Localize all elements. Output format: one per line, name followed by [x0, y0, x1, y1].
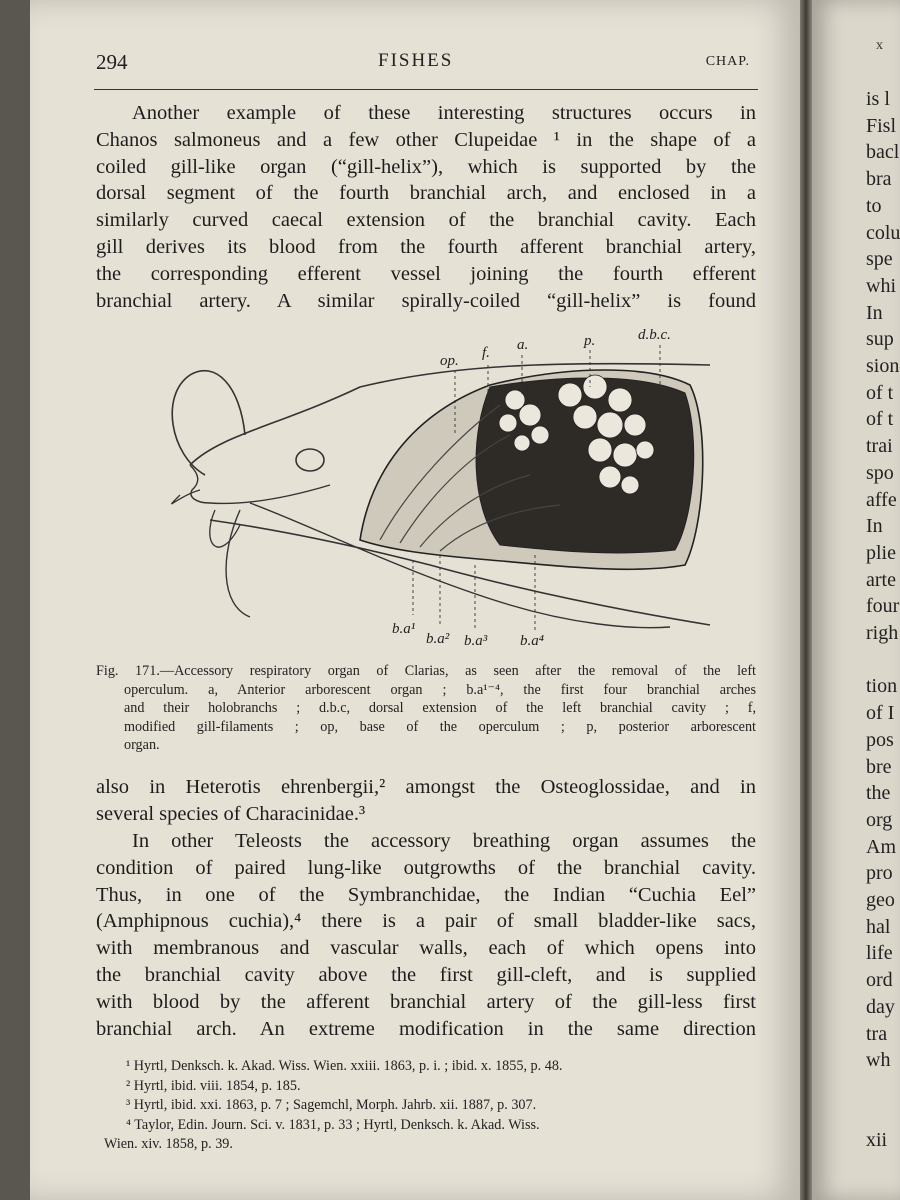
text-line: coiled gill-like organ (“gill-helix”), which is supported by the	[96, 155, 756, 178]
facing-page-line: is l	[866, 88, 890, 110]
facing-page-line: sion	[866, 355, 900, 377]
facing-page-line: arte	[866, 568, 896, 591]
facing-page-line: Fisl	[866, 114, 897, 137]
figure-171-illustration	[130, 325, 720, 665]
text-line: several species of Characinidae.³	[96, 802, 366, 825]
facing-page-line: tion	[866, 675, 898, 698]
running-title: FISHES	[378, 50, 454, 71]
text-line: the branchial cavity above the first gill-cleft, and is supplied	[96, 963, 756, 986]
caption-line: and their holobranchs ; d.b.c, dorsal extension of the left branchial cavity ; f,	[124, 700, 756, 717]
facing-page-line: In	[866, 301, 883, 324]
label-ba1: b.a¹	[392, 621, 416, 637]
header-rule	[94, 89, 758, 90]
facing-page-header: x	[876, 38, 883, 53]
facing-page-line: In	[866, 515, 883, 538]
facing-page-line: bacl	[866, 141, 900, 164]
facing-page-line: bra	[866, 168, 892, 191]
facing-page-line: Am	[866, 835, 896, 858]
label-ba2: b.a²	[426, 631, 450, 647]
text-line: the corresponding efferent vessel joining the fourth efferent	[96, 262, 756, 285]
facing-page-line: the	[866, 782, 891, 805]
label-ba4: b.a⁴	[520, 633, 544, 649]
facing-page-line: tra	[866, 1022, 888, 1045]
facing-page-line: hal	[866, 915, 891, 938]
facing-page-line: plie	[866, 541, 896, 564]
facing-page-line: geo	[866, 889, 895, 911]
label-op: op.	[440, 353, 459, 369]
page-number: 294	[96, 50, 128, 74]
text-line: Another example of these interesting structures occurs in	[132, 102, 756, 124]
paragraph-3	[96, 828, 756, 1042]
text-line: condition of paired lung-like outgrowths of the branchial cavity.	[96, 856, 756, 879]
caption-line: modified gill-filaments ; op, base of the operculum ; p, posterior arborescent	[124, 718, 756, 735]
text-line: In other Teleosts the accessory breathing organ assumes the	[132, 830, 756, 852]
facing-page-line: xii	[866, 1129, 888, 1152]
footnote: ⁴ Taylor, Edin. Journ. Sci. v. 1831, p. 33 ; Hyrtl, Denksch. k. Akad. Wiss.	[126, 1116, 540, 1133]
text-line: with membranous and vascular walls, each of which opens into	[96, 937, 756, 960]
facing-page-line: trai	[866, 435, 893, 458]
text-line: (Amphipnous cuchia),⁴ there is a pair of small bladder-like sacs,	[96, 910, 756, 933]
facing-page-line: righ	[866, 622, 899, 644]
text-line: similarly curved caecal extension of the branchial cavity. Each	[96, 209, 756, 232]
facing-page-line: colu	[866, 221, 900, 244]
facing-page-line: affe	[866, 488, 897, 511]
label-dbc: d.b.c.	[638, 327, 671, 343]
facing-page-line: of t	[866, 408, 894, 431]
facing-page-line: bre	[866, 755, 892, 778]
footnote: ¹ Hyrtl, Denksch. k. Akad. Wiss. Wien. xxiii. 1863, p. i. ; ibid. x. 1855, p. 48.	[126, 1058, 563, 1074]
book-gutter	[800, 0, 812, 1200]
facing-page-line: sup	[866, 328, 894, 351]
facing-page-line: day	[866, 995, 895, 1018]
facing-page-line: pro	[866, 862, 893, 885]
facing-page-line: of I	[866, 702, 895, 725]
paragraph-2	[96, 774, 756, 828]
figure-caption	[96, 662, 756, 755]
facing-page-line: whi	[866, 274, 896, 297]
label-f: f.	[482, 345, 490, 361]
footnote-continuation: Wien. xiv. 1858, p. 39.	[104, 1136, 233, 1153]
book-page	[30, 0, 800, 1200]
facing-page-line: of t	[866, 381, 894, 404]
caption-line: operculum. a, Anterior arborescent organ ; b.a¹⁻⁴, the first four branchial arches	[124, 681, 756, 698]
footnote: ² Hyrtl, ibid. viii. 1854, p. 185.	[126, 1077, 301, 1094]
text-line: Thus, in one of the Symbranchidae, the Indian “Cuchia Eel”	[96, 883, 756, 906]
facing-page-line: spo	[866, 461, 894, 484]
text-line: gill derives its blood from the fourth afferent branchial artery,	[96, 235, 756, 258]
text-line: with blood by the afferent branchial artery of the gill-less first	[96, 990, 756, 1013]
facing-page-line: four	[866, 595, 900, 618]
facing-page-line: pos	[866, 728, 894, 751]
caption-line: organ.	[124, 737, 160, 754]
footnote: ³ Hyrtl, ibid. xxi. 1863, p. 7 ; Sagemchl, Morph. Jahrb. xii. 1887, p. 307.	[126, 1097, 537, 1114]
facing-page-line: spe	[866, 248, 893, 271]
facing-page-line: life	[866, 942, 893, 965]
label-p: p.	[584, 333, 596, 349]
chapter-abbrev: CHAP.	[705, 54, 750, 69]
paragraph-1	[96, 100, 756, 314]
text-line: also in Heterotis ehrenbergii,² amongst the Osteoglossidae, and in	[96, 776, 756, 798]
label-a: a.	[517, 337, 529, 353]
text-line: dorsal segment of the fourth branchial arch, and enclosed in a	[96, 182, 756, 205]
label-ba3: b.a³	[464, 633, 488, 649]
facing-page-line: to	[866, 194, 882, 217]
caption-line: Fig. 171.—Accessory respiratory organ of Clarias, as seen after the removal of the left	[96, 663, 756, 679]
facing-page	[812, 0, 900, 1200]
text-line: branchial arch. An extreme modification in the same direction	[96, 1017, 756, 1040]
facing-page-line: wh	[866, 1049, 891, 1072]
facing-page-line: org	[866, 808, 893, 831]
text-line: branchial artery. A similar spirally-coiled “gill-helix” is found	[96, 289, 756, 312]
running-header	[96, 50, 750, 80]
text-line: Chanos salmoneus and a few other Clupeidae ¹ in the shape of a	[96, 128, 756, 151]
facing-page-line: ord	[866, 969, 893, 992]
footnotes	[104, 1057, 756, 1155]
